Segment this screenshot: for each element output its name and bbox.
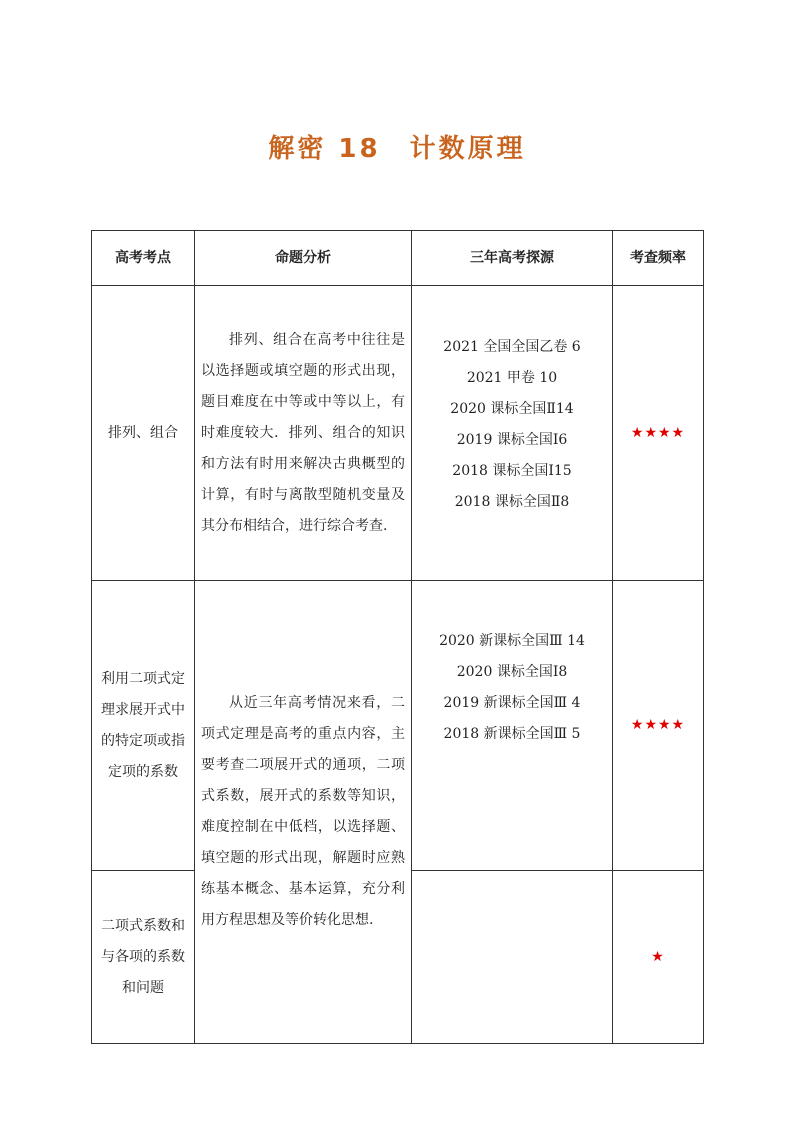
sources-cell	[412, 286, 613, 581]
source-item: 2018 新课标全国Ⅲ 5	[443, 726, 581, 742]
frequency-stars: ★	[613, 871, 704, 1044]
header-sources: 三年高考探源	[412, 231, 613, 286]
page-title: 解密 18 计数原理	[268, 134, 526, 164]
source-item: 2021 全国全国乙卷 6	[443, 339, 581, 355]
analysis-cell	[195, 581, 412, 1044]
frequency-stars: ★★★★	[613, 286, 704, 581]
source-item: 2020 新课标全国Ⅲ 14	[439, 633, 585, 649]
analysis-cell	[195, 286, 412, 581]
table-header-row	[92, 231, 704, 286]
source-item: 2018 课标全国Ⅰ15	[452, 463, 572, 479]
analysis-text: 排列、组合在高考中往往是以选择题或填空题的形式出现，题目难度在中等或中等以上，有时难度较大．排列、组合的知识和方法有时用来解决古典概型的计算，有时与离散型随机变量及其分布相结合，进行综合考查.	[201, 331, 405, 534]
sources-cell	[412, 581, 613, 871]
table-row	[92, 286, 704, 581]
source-item: 2019 课标全国Ⅰ6	[456, 432, 568, 448]
header-analysis: 命题分析	[195, 231, 412, 286]
table-row	[92, 581, 704, 871]
exam-point-cell: 排列、组合	[92, 286, 195, 581]
source-item: 2018 课标全国Ⅱ8	[454, 494, 570, 510]
source-item: 2021 甲卷 10	[466, 370, 558, 386]
header-exam-point: 高考考点	[92, 231, 195, 286]
source-item: 2019 新课标全国Ⅲ 4	[443, 695, 581, 711]
source-item: 2020 课标全国Ⅰ8	[456, 664, 568, 680]
exam-point-cell: 利用二项式定理求展开式中的特定项或指定项的系数	[92, 581, 195, 871]
analysis-text: 从近三年高考情况来看，二项式定理是高考的重点内容，主要考查二项展开式的通项，二项式系数，展开式的系数等知识，难度控制在中低档，以选择题、填空题的形式出现，解题时应熟练基本概念、基本运算，充分利用方程思想及等价转化思想.	[201, 695, 405, 928]
source-item: 2020 课标全国Ⅱ14	[450, 401, 574, 417]
exam-analysis-table	[91, 230, 704, 1044]
exam-point-cell: 二项式系数和与各项的系数和问题	[92, 871, 195, 1044]
sources-cell	[412, 871, 613, 1044]
header-frequency: 考查频率	[613, 231, 704, 286]
frequency-stars: ★★★★	[613, 581, 704, 871]
